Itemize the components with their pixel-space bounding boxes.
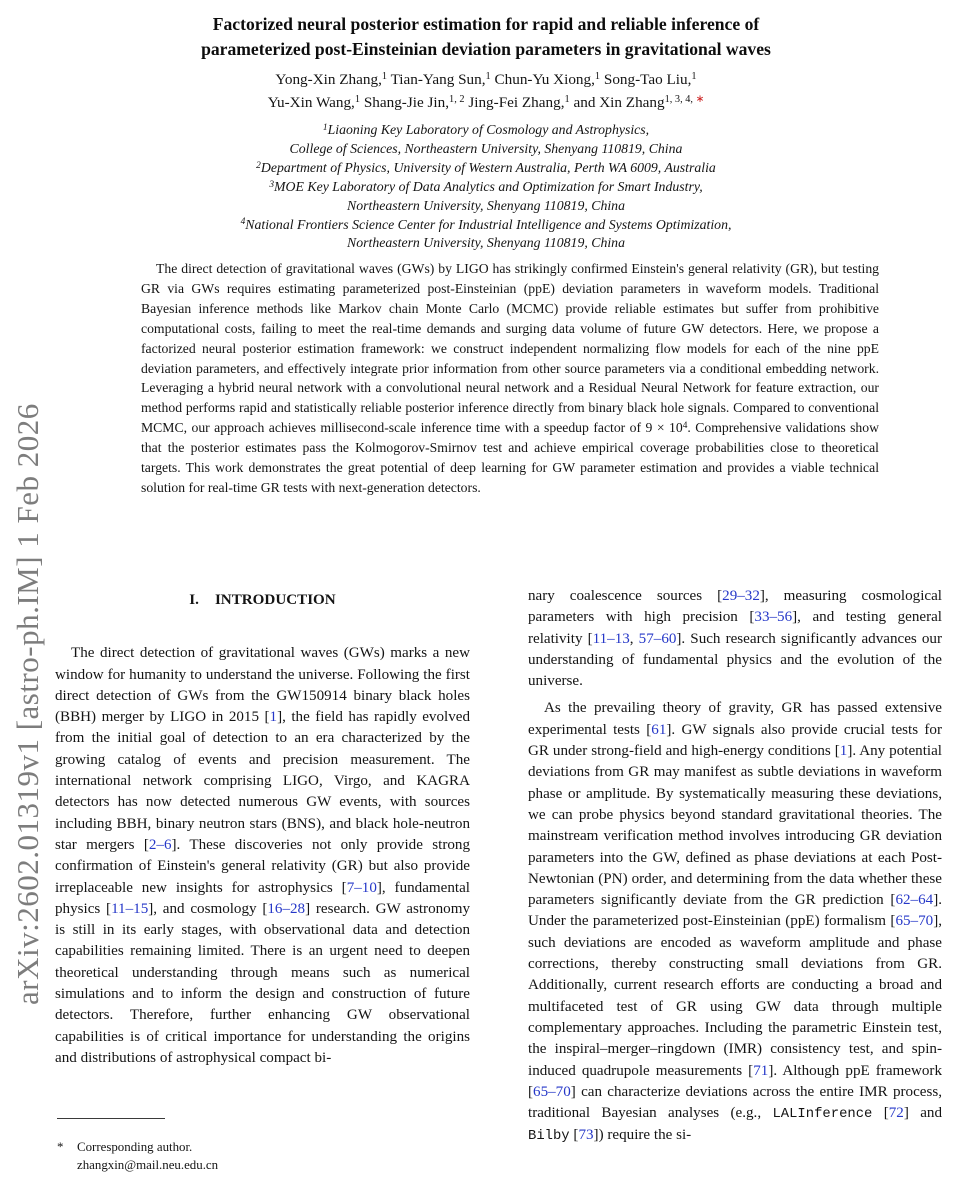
- text-run: 1: [594, 71, 601, 83]
- citation-link[interactable]: 1: [269, 709, 278, 726]
- citation-link[interactable]: 62–64: [895, 892, 934, 909]
- affiliation-line: $^4$National Frontiers Science Center for Industrial Intelligence and Systems Optimization,: [240, 216, 732, 232]
- text-run: 4: [240, 217, 246, 228]
- corresponding-author-footnote: [55, 1118, 470, 1174]
- citation-link[interactable]: 7–10: [346, 879, 377, 896]
- citation-link[interactable]: 72: [888, 1105, 904, 1122]
- text-run: 1: [322, 122, 328, 133]
- paper-title: [81, 12, 891, 62]
- citation-link[interactable]: 65–70: [533, 1083, 571, 1100]
- paper-title-line2: parameterized post-Einsteinian deviation parameters in gravitational waves: [201, 39, 771, 59]
- right-column: [528, 586, 942, 1200]
- text-run: 4: [682, 421, 688, 432]
- abstract-paragraph: The direct detection of gravitational waves (GWs) by LIGO has strikingly confirmed Einstein's general relativity (GR), but testing GR via GWs requires estimating parameterized post-Einsteinian (ppE) deviation parameters in waveform models. Traditional Bayesian inference methods like Markov chain Monte Carlo (MCMC) provide reliable estimates but suffer from prohibitive computational costs, failing to meet the real-time demands and surging data volume of future GW detectors. Here, we propose a factorized neural posterior estimation framework: we construct independent normalizing flow models for each of the nine ppE deviation parameters, and effectively integrate prior information from other source parameters via a conditional embedding network. Leveraging a hybrid neural network with a convolutional neural network and a Residual Neural Network for feature extraction, our method performs rapid and statistically reliable posterior inference directly from binary black hole signals. Compared to conventional MCMC, our approach achieves millisecond-scale inference time with a speedup factor of $9 \times 10^4$. Comprehensive validations show that the posterior estimates pass the Kolmogorov-Smirnov test and achieve empirical coverage probabilities close to theoretical targets. This work demonstrates the great potential of deep learning for GW parameter estimation and provides a viable technical solution for real-time GR tests with next-generation detectors.: [141, 261, 880, 495]
- body-paragraph: As the prevailing theory of gravity, GR has passed extensive experimental tests [61]. GW signals also provide crucial tests for GR under strong-field and high-energy conditions [1]. Any potential deviations from GR may manifest as subtle deviations in waveform phase or amplitude. By systematically measuring these deviations, we can probe physics beyond standard gravitational theories. The mainstream verification method involves introducing GR deviation parameters into the GW, defined as phase deviations at each Post-Newtonian (PN) order, and determining from the data whether these parameters significantly deviate from the GR prediction [62–64]. Under the parameterized post-Einsteinian (ppE) formalism [65–70], such deviations are encoded as waveform amplitude and phase corrections, thereby constructing small deviations from GR. Additionally, current research efforts are conducting a broad and multifaceted test of GR using GW data through multiple complementary approaches. Including the parametric Einstein test, the inspiral–merger–ringdown (IMR) consistency test, and spin-induced quadrupole measurements [71]. Although ppE framework [65–70] can characterize deviations across the entire IMR process, traditional Bayesian analyses (e.g., LALInference [72] and Bilby [73]) require the si-: [528, 700, 942, 1145]
- affiliation-line: Northeastern University, Shenyang 110819, China: [347, 197, 625, 213]
- citation-link[interactable]: 65–70: [895, 913, 934, 930]
- text-run: 1: [564, 94, 570, 106]
- affiliation-line: College of Sciences, Northeastern University, Shenyang 110819, China: [289, 140, 683, 156]
- left-column: [55, 588, 470, 1122]
- citation-link[interactable]: 57–60: [638, 630, 677, 647]
- text-run: 3: [269, 179, 275, 190]
- citation-link[interactable]: 16–28: [267, 900, 306, 917]
- citation-link[interactable]: 1: [839, 743, 848, 760]
- code-inline: LALInference: [772, 1106, 873, 1123]
- affiliation-line: Northeastern University, Shenyang 110819, China: [347, 235, 625, 251]
- paper-title-line1: Factorized neural posterior estimation for rapid and reliable inference of: [212, 14, 760, 34]
- affiliation-line: $^3$MOE Key Laboratory of Data Analytics and Optimization for Smart Industry,: [269, 178, 703, 194]
- citation-link[interactable]: 33–56: [754, 609, 793, 626]
- text-run: ∗: [695, 94, 705, 106]
- arxiv-watermark: arXiv:2602.01319v1 [astro-ph.IM] 1 Feb 2026: [10, 403, 45, 1005]
- body-paragraph: nary coalescence sources [29–32], measuring cosmological parameters with high precision [33–56], and testing general relativity [11–13, 57–60]. Such research significantly advances our understanding of fundamental physics and the evolution of the universe.: [528, 588, 942, 690]
- code-inline: Bilby: [528, 1128, 570, 1145]
- text-run: 1, 2: [449, 94, 465, 106]
- section-number: I.: [189, 592, 199, 608]
- citation-link[interactable]: 2–6: [148, 836, 172, 853]
- text-run: 1, 3, 4,: [664, 94, 696, 106]
- affiliation-line: $^1$Liaoning Key Laboratory of Cosmology and Astrophysics,: [322, 122, 650, 137]
- affiliation-line: $^2$Department of Physics, University of Western Australia, Perth WA 6009, Australia: [256, 159, 716, 175]
- text-run: 1: [381, 71, 388, 83]
- corresponding-author-email[interactable]: zhangxin@mail.neu.edu.cn: [77, 1157, 219, 1172]
- body-paragraph: The direct detection of gravitational waves (GWs) marks a new window for humanity to understand the universe. Following the first direct detection of GWs from the GW150914 binary black holes (BBH) merger by LIGO in 2015 [1], the field has rapidly evolved from the initial goal of detection to an era characterized by the growing catalog of events and precision measurement. The international network comprising LIGO, Virgo, and KAGRA detectors has now detected numerous GW events, with sources including BBH, binary neutron stars (BNS), and black hole-neutron star mergers [2–6]. These discoveries not only provide strong confirmation of Einstein's general relativity (GR) but also provide irreplaceable new insights for astrophysics [7–10], fundamental physics [11–15], and cosmology [16–28] research. GW astronomy is still in its early stages, with observational data and detection capabilities remaining limited. There is an urgent need to deepen theoretical understanding through means such as numerical simulations and to inform the design and construction of future detectors. Therefore, further enhancing GW observational capabilities is of critical importance for understanding the origins and distributions of astrophysical compact bi-: [55, 645, 470, 1066]
- text-run: 1: [485, 71, 491, 83]
- abstract: [141, 259, 879, 498]
- citation-link[interactable]: 29–32: [722, 588, 760, 604]
- citation-link[interactable]: 11–13: [592, 630, 630, 647]
- author-list: [81, 68, 891, 114]
- text-run: 2: [256, 160, 261, 171]
- citation-link[interactable]: 61: [651, 721, 667, 738]
- citation-link[interactable]: 11–15: [111, 900, 149, 917]
- text-run: 1: [691, 71, 697, 83]
- citation-link[interactable]: 73: [578, 1127, 594, 1144]
- citation-link[interactable]: 71: [753, 1062, 769, 1079]
- authors-line2: Yu-Xin Wang,$^1$ Shang-Jie Jin,$^{1, 2}$ Jing-Fei Zhang,$^1$ and Xin Zhang$^{1, 3, 4,}$ ∗: [267, 94, 705, 111]
- footnote-text: Corresponding author.: [77, 1140, 193, 1154]
- footnote-marker: *: [57, 1140, 64, 1154]
- section-heading-introduction: [55, 590, 470, 611]
- section-title: INTRODUCTION: [214, 592, 336, 608]
- authors-line1: Yong-Xin Zhang,$^1$ Tian-Yang Sun,$^1$ Chun-Yu Xiong,$^1$ Song-Tao Liu,$^1$: [275, 71, 697, 88]
- footnote-rule: [57, 1118, 165, 1119]
- affiliations: [81, 121, 891, 253]
- text-run: 1: [354, 94, 361, 106]
